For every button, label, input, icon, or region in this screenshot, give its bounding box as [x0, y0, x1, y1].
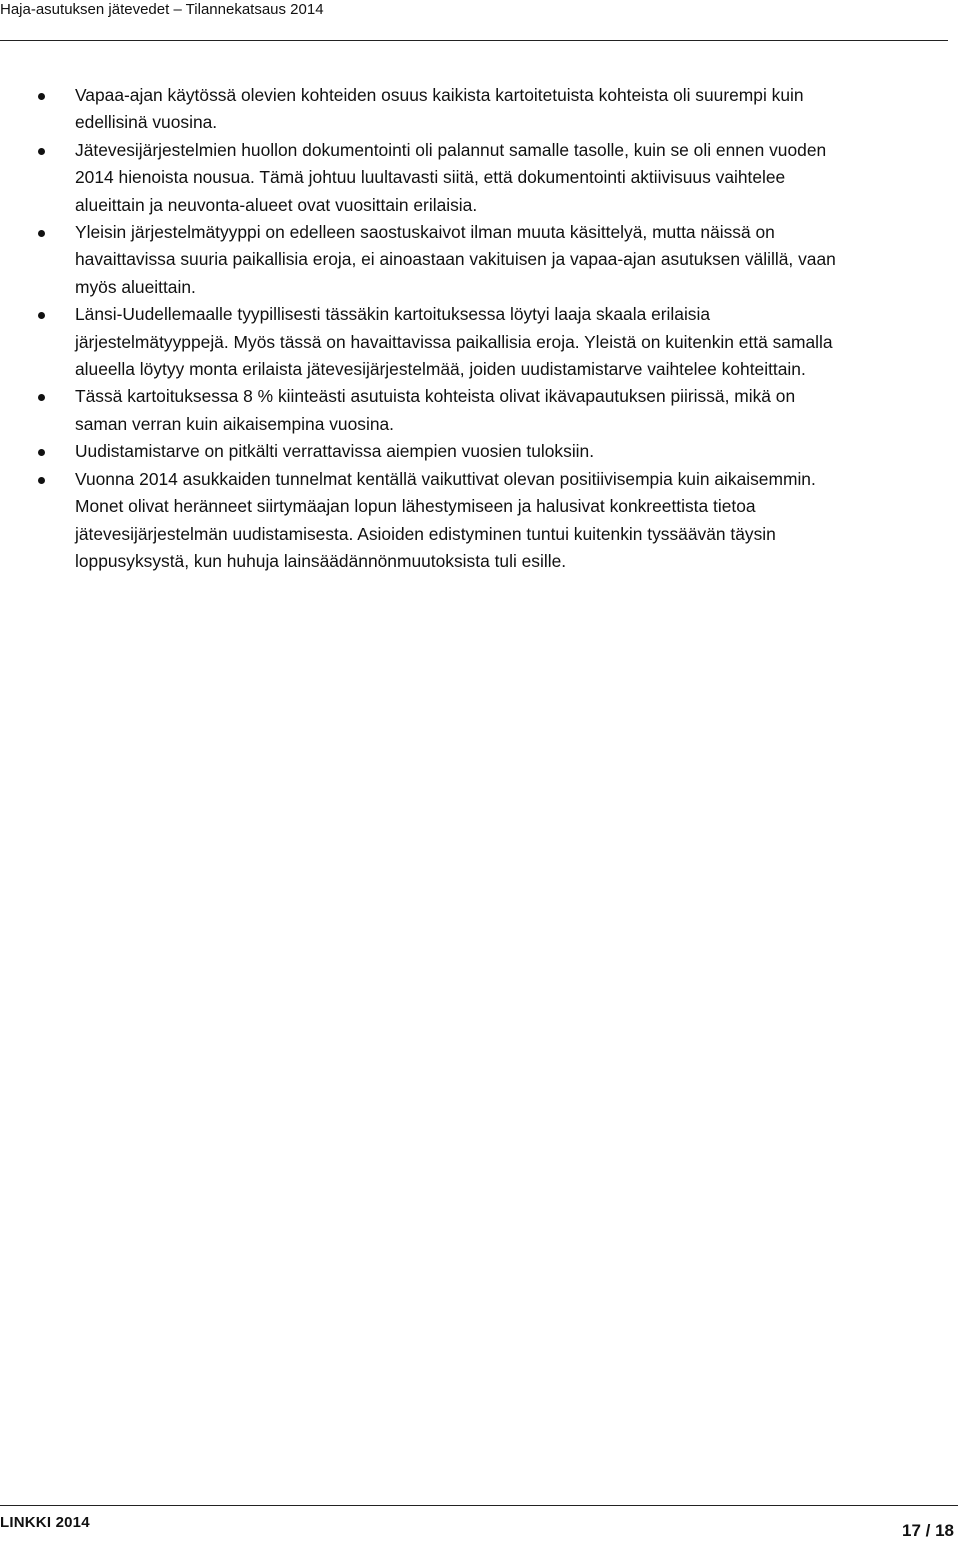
bullet-item: [38, 219, 958, 301]
bullet-item: [38, 466, 958, 576]
bullet-text: Vuonna 2014 asukkaiden tunnelmat kentällä vaikuttivat olevan positiivisempia kuin aikaisemmin. Monet olivat heränneet siirtymäajan lopun lähestymiseen ja halusivat konkreettista tietoa jätevesijärjestelmän uudistamisesta. Asioiden edistyminen tuntui kuitenkin tyssäävän täysin loppusyksystä, kun huhuja lainsäädännönmuutoksista tuli esille.: [75, 468, 816, 571]
bullet-dot-icon: [38, 449, 45, 456]
bullet-dot-icon: [38, 93, 45, 100]
bullet-text: Uudistamistarve on pitkälti verrattavissa aiempien vuosien tuloksiin.: [75, 441, 595, 462]
bullet-text: Yleisin järjestelmätyyppi on edelleen saostuskaivot ilman muuta käsittelyä, mutta näissä on havaittavissa suuria paikallisia eroja, ei ainoastaan vakituisen ja vapaa-ajan asutuksen välillä, vaan myös alueittain.: [75, 222, 836, 297]
page-footer: [0, 1505, 958, 1539]
bullet-dot-icon: [38, 394, 45, 401]
bullet-item: [38, 82, 958, 137]
bullet-item: [38, 438, 958, 465]
page-number: 17 / 18: [902, 1521, 954, 1540]
bullet-text: Tässä kartoituksessa 8 % kiinteästi asutuista kohteista olivat ikävapautuksen piirissä, mikä on saman verran kuin aikaisempina vuosina.: [75, 386, 796, 434]
bullet-dot-icon: [38, 230, 45, 237]
main-content: [38, 82, 958, 575]
bullet-item: [38, 301, 958, 383]
page-header: [0, 0, 948, 41]
bullet-item: [38, 383, 958, 438]
bullet-text: Vapaa-ajan käytössä olevien kohteiden osuus kaikista kartoitetuista kohteista oli suurempi kuin edellisinä vuosina.: [75, 85, 804, 133]
header-title: Haja-asutuksen jätevedet – Tilannekatsaus 2014: [0, 1, 324, 18]
bullet-dot-icon: [38, 148, 45, 155]
bullet-dot-icon: [38, 312, 45, 319]
bullet-text: Länsi-Uudellemaalle tyypillisesti tässäkin kartoituksessa löytyi laaja skaala erilaisia järjestelmätyyppejä. Myös tässä on havaittavissa paikallisia eroja. Yleistä on kuitenkin että samalla alueella löytyy monta erilaista jätevesijärjestelmää, joiden uudistamistarve vaihtelee kohteittain.: [75, 304, 833, 380]
bullet-text: Jätevesijärjestelmien huollon dokumentointi oli palannut samalle tasolle, kuin se oli ennen vuoden 2014 hienoista nousua. Tämä johtuu luultavasti siitä, että dokumentointi aktiivisuus vaihtelee alueittain ja neuvonta-alueet ovat vuosittain erilaisia.: [75, 139, 827, 215]
bullet-list: [38, 82, 958, 575]
bullet-item: [38, 137, 958, 219]
footer-organization: LINKKI 2014: [0, 1514, 90, 1531]
bullet-dot-icon: [38, 477, 45, 484]
